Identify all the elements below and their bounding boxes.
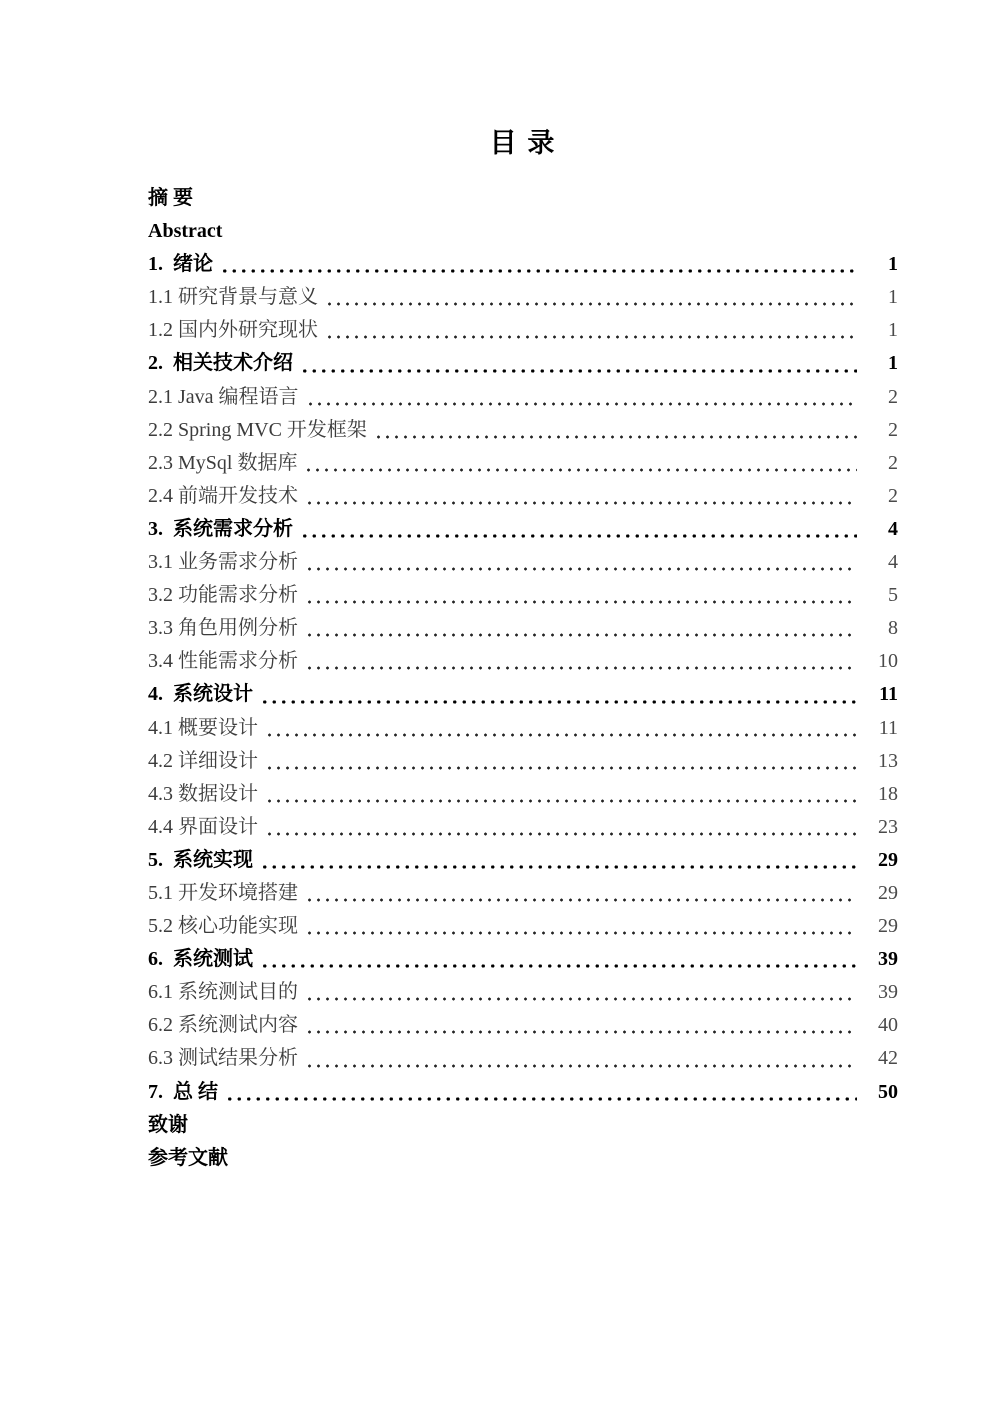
dot-leader — [305, 1009, 857, 1042]
toc-entry-label: 1.2 国内外研究现状 — [148, 319, 318, 342]
toc-entry-ch2 — [148, 347, 898, 380]
toc-entry-label: 3. 系统需求分析 — [148, 517, 293, 540]
toc-entry-label: 6.1 系统测试目的 — [148, 981, 298, 1004]
toc-entry-page: 11 — [878, 716, 898, 739]
toc-entry-page: 2 — [888, 484, 898, 507]
toc-entry-ch5 — [148, 844, 898, 877]
toc-entry-1-2 — [148, 314, 898, 347]
toc-entry-page: 4 — [888, 517, 898, 540]
dot-leader — [300, 347, 857, 380]
toc-entry-page: 18 — [878, 782, 898, 805]
toc-entry-ch4 — [148, 678, 898, 711]
dot-leader — [265, 778, 857, 811]
toc-entry-label: 致谢 — [148, 1113, 188, 1136]
toc-entry-6-1 — [148, 976, 898, 1009]
toc-entry-2-1 — [148, 381, 898, 414]
toc-entry-label: 1. 绪论 — [148, 253, 213, 276]
dot-leader — [304, 447, 857, 480]
dot-leader — [260, 844, 857, 877]
toc-entry-page: 29 — [878, 848, 898, 871]
toc-entry-page: 1 — [888, 352, 898, 375]
toc-entry-label: 2. 相关技术介绍 — [148, 352, 293, 375]
toc-entry-page: 29 — [878, 915, 898, 938]
toc-entry-label: 6.2 系统测试内容 — [148, 1014, 298, 1037]
toc-entry-label: 6.3 测试结果分析 — [148, 1047, 298, 1070]
toc-entry-3-4 — [148, 645, 898, 678]
toc-entry-ch1 — [148, 248, 898, 281]
dot-leader — [305, 612, 857, 645]
toc-entry-page: 2 — [888, 418, 898, 441]
toc-entry-page: 1 — [888, 253, 898, 276]
toc-entry-ch3 — [148, 513, 898, 546]
toc-entry-page: 10 — [878, 650, 898, 673]
toc-entry-3-3 — [148, 612, 898, 645]
toc-entry-page: 23 — [878, 815, 898, 838]
dot-leader — [306, 381, 857, 414]
dot-leader — [225, 1076, 857, 1109]
toc-entry-page: 2 — [888, 451, 898, 474]
toc-entry-page: 1 — [888, 319, 898, 342]
toc-entry-page: 4 — [888, 551, 898, 574]
toc-entry-acknowledgements — [148, 1109, 898, 1142]
toc-entry-page: 1 — [888, 286, 898, 309]
page-title: 目 录 — [489, 128, 557, 158]
toc-entry-5-1 — [148, 877, 898, 910]
toc-entry-page: 8 — [888, 617, 898, 640]
dot-leader — [260, 943, 857, 976]
toc-entry-label: 4.2 详细设计 — [148, 749, 258, 772]
toc-entry-label: 5.1 开发环境搭建 — [148, 881, 298, 904]
toc-entry-4-4 — [148, 811, 898, 844]
toc-entry-abstract-cn — [148, 182, 898, 215]
toc-entry-6-3 — [148, 1042, 898, 1075]
toc-entry-page: 29 — [878, 881, 898, 904]
toc-entry-label: 3.1 业务需求分析 — [148, 551, 298, 574]
toc-entry-label: 2.4 前端开发技术 — [148, 484, 298, 507]
toc-entry-page: 2 — [888, 385, 898, 408]
toc-entry-2-2 — [148, 414, 898, 447]
toc-entry-page: 39 — [878, 948, 898, 971]
toc-entry-label: 参考文献 — [148, 1146, 228, 1169]
dot-leader — [325, 314, 857, 347]
toc-entry-label: 5.2 核心功能实现 — [148, 915, 298, 938]
dot-leader — [305, 579, 857, 612]
toc-entry-ch7 — [148, 1076, 898, 1109]
toc-entry-5-2 — [148, 910, 898, 943]
dot-leader — [305, 877, 857, 910]
toc-entry-4-2 — [148, 745, 898, 778]
toc-entry-3-2 — [148, 579, 898, 612]
dot-leader — [305, 976, 857, 1009]
toc-entry-label: 2.1 Java 编程语言 — [148, 385, 299, 408]
toc-entry-4-3 — [148, 778, 898, 811]
toc-entry-2-4 — [148, 480, 898, 513]
toc-entry-2-3 — [148, 447, 898, 480]
toc-entry-label: 6. 系统测试 — [148, 948, 253, 971]
toc-entry-label: 1.1 研究背景与意义 — [148, 286, 318, 309]
toc-entry-label: 7. 总 结 — [148, 1080, 218, 1103]
toc-entry-page: 42 — [878, 1047, 898, 1070]
toc-entry-label: 2.2 Spring MVC 开发框架 — [148, 418, 367, 441]
dot-leader — [220, 248, 857, 281]
toc-entry-abstract-en — [148, 215, 898, 248]
toc-entry-4-1 — [148, 712, 898, 745]
toc-entry-label: Abstract — [148, 220, 223, 243]
dot-leader — [305, 645, 857, 678]
table-of-contents — [148, 182, 898, 1175]
dot-leader — [325, 281, 857, 314]
toc-entry-6-2 — [148, 1009, 898, 1042]
toc-entry-label: 3.4 性能需求分析 — [148, 650, 298, 673]
toc-entry-label: 2.3 MySql 数据库 — [148, 451, 298, 474]
dot-leader — [260, 678, 857, 711]
toc-entry-label: 4.3 数据设计 — [148, 782, 258, 805]
toc-entry-ch6 — [148, 943, 898, 976]
dot-leader — [265, 745, 857, 778]
toc-entry-label: 3.3 角色用例分析 — [148, 617, 298, 640]
toc-entry-page: 5 — [888, 584, 898, 607]
toc-entry-page: 13 — [878, 749, 898, 772]
dot-leader — [265, 712, 857, 745]
dot-leader — [305, 480, 857, 513]
toc-entry-page: 11 — [879, 683, 898, 706]
dot-leader — [374, 414, 857, 447]
dot-leader — [305, 910, 857, 943]
toc-entry-page: 40 — [878, 1014, 898, 1037]
toc-entry-label: 4.1 概要设计 — [148, 716, 258, 739]
dot-leader — [300, 513, 857, 546]
toc-entry-label: 摘 要 — [148, 187, 193, 209]
dot-leader — [265, 811, 857, 844]
toc-entry-label: 5. 系统实现 — [148, 848, 253, 871]
toc-entry-label: 4.4 界面设计 — [148, 815, 258, 838]
dot-leader — [305, 546, 857, 579]
toc-entry-page: 39 — [878, 981, 898, 1004]
toc-entry-3-1 — [148, 546, 898, 579]
toc-entry-label: 4. 系统设计 — [148, 683, 253, 706]
toc-entry-page: 50 — [878, 1080, 898, 1103]
toc-entry-label: 3.2 功能需求分析 — [148, 584, 298, 607]
toc-entry-references — [148, 1142, 898, 1175]
dot-leader — [305, 1042, 857, 1075]
toc-entry-1-1 — [148, 281, 898, 314]
